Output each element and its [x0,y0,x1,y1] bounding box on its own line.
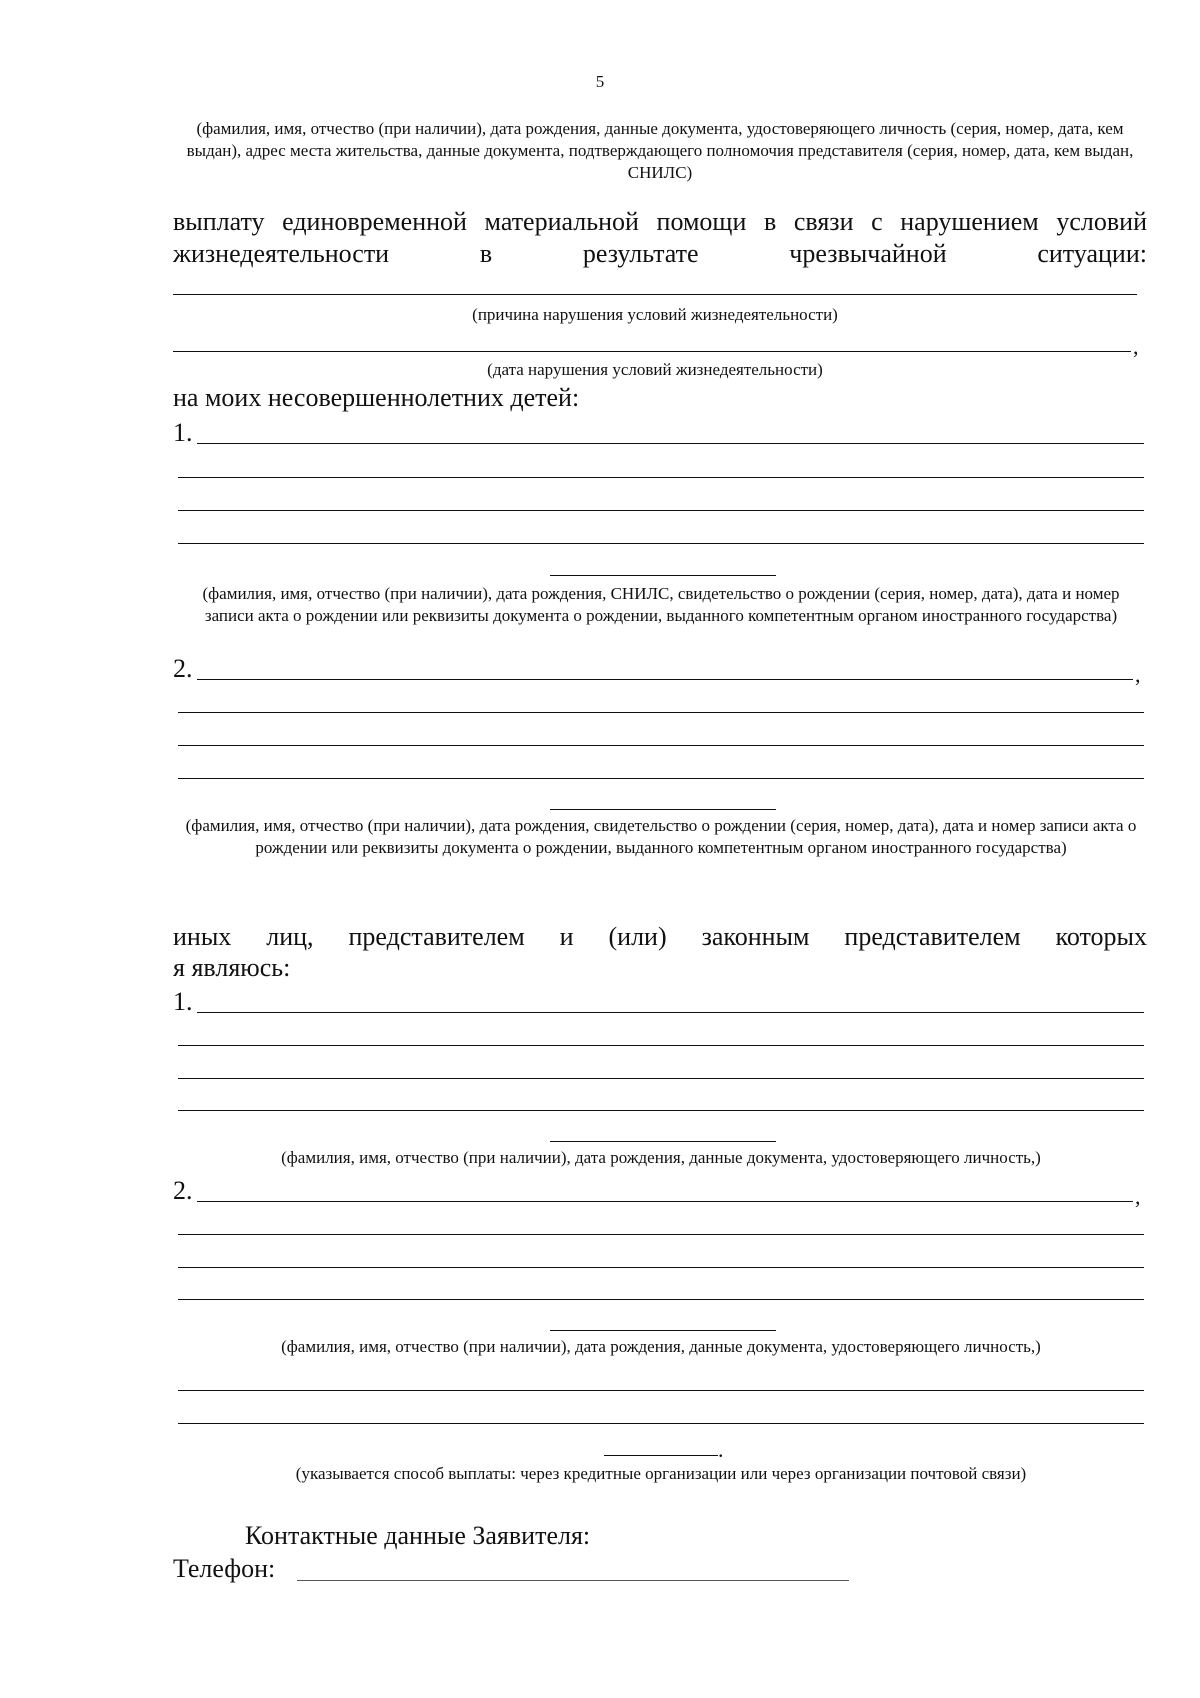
child1-line-2[interactable] [178,477,1144,478]
person1-line-1[interactable] [197,1012,1144,1013]
child2-line-4[interactable] [178,778,1144,779]
phone-label: Телефон: [173,1554,276,1583]
child2-comma: , [1135,662,1141,687]
child1-caption: (фамилия, имя, отчество (при наличии), дата рождения, СНИЛС, свидетельство о рождении (серия, номер, дата), дата и номер записи акта о рождении или реквизиты документа о рождении, выданного компетентным органом иностранного государства) [202,584,1120,625]
child1-short-line[interactable] [550,575,776,576]
other-persons-line1: иных лиц, представителем и (или) законным представителем которых [173,922,1147,951]
person2-caption: (фамилия, имя, отчество (при наличии), дата рождения, данные документа, удостоверяющего личность,) [281,1337,1041,1356]
payment-period: . [718,1437,724,1462]
children-heading: на моих несовершеннолетних детей: [173,383,580,412]
date-comma: , [1133,334,1139,359]
person1-line-3[interactable] [178,1078,1144,1079]
payment-line-2[interactable] [178,1423,1144,1424]
other-persons-line2: я являюсь: [173,953,291,982]
payment-method-caption: (указывается способ выплаты: через кредитные организации или через организации почтовой связи) [295,1464,1027,1483]
payment-text-line1: выплату единовременной материальной помощи в связи с нарушением условий [173,207,1147,236]
contacts-heading: Контактные данные Заявителя: [245,1521,591,1550]
reason-caption: (причина нарушения условий жизнедеятельности) [472,305,838,324]
person1-number: 1. [173,987,193,1016]
representative-caption: (фамилия, имя, отчество (при наличии), дата рождения, данные документа, удостоверяющего личность (серия, номер, дата, кем выдан), адрес места жительства, данные документа, подтверждающего полномочия представителя (серия, номер, дата, кем выдан, СНИЛС) [186,119,1134,182]
child2-short-line[interactable] [550,809,776,810]
person2-comma: , [1135,1184,1141,1209]
person1-short-line[interactable] [550,1141,776,1142]
child2-line-1[interactable] [197,679,1133,680]
child2-line-3[interactable] [178,745,1144,746]
person1-line-2[interactable] [178,1045,1144,1046]
payment-line-1[interactable] [178,1390,1144,1391]
phone-field-line[interactable] [297,1580,849,1581]
reason-field-line[interactable] [173,294,1137,295]
person2-line-2[interactable] [178,1234,1144,1235]
child2-line-2[interactable] [178,712,1144,713]
person1-line-4[interactable] [178,1110,1144,1111]
child1-line-1[interactable] [197,443,1144,444]
date-field-line[interactable] [173,351,1131,352]
person2-number: 2. [173,1176,193,1205]
payment-text-line2: жизнедеятельности в результате чрезвычайной ситуации: [173,239,1147,268]
person2-short-line[interactable] [550,1330,776,1331]
person2-line-4[interactable] [178,1299,1144,1300]
child1-line-3[interactable] [178,510,1144,511]
child1-line-4[interactable] [178,543,1144,544]
child2-caption: (фамилия, имя, отчество (при наличии), дата рождения, свидетельство о рождении (серия, номер, дата), дата и номер записи акта о рождении или реквизиты документа о рождении, выданного компетентным органом иностранного государства) [185,816,1137,857]
person2-line-3[interactable] [178,1267,1144,1268]
page-number: 5 [595,72,605,91]
person1-caption: (фамилия, имя, отчество (при наличии), дата рождения, данные документа, удостоверяющего личность,) [281,1148,1041,1167]
person2-line-1[interactable] [197,1201,1133,1202]
child1-number: 1. [173,418,193,447]
date-caption: (дата нарушения условий жизнедеятельности) [487,360,823,379]
payment-short-line[interactable] [604,1455,718,1456]
child2-number: 2. [173,654,193,683]
